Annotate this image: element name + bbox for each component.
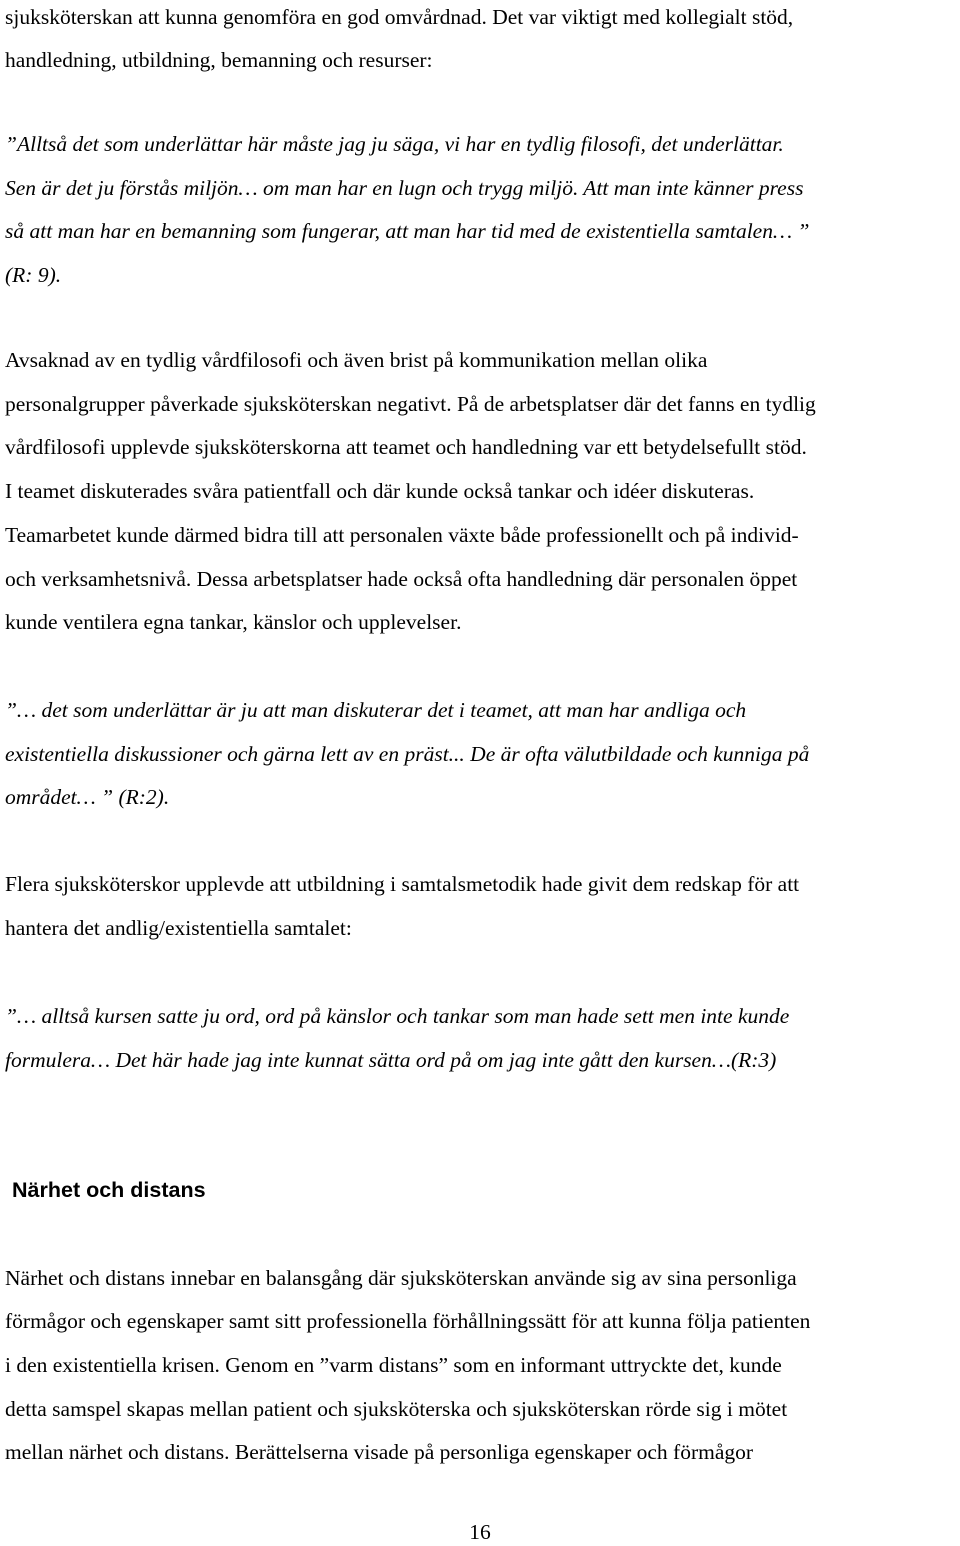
paragraph-2-line-4: I teamet diskuterades svåra patientfall och där kunde också tankar och idéer diskuteras. bbox=[5, 479, 755, 503]
paragraph-2-line-7: kunde ventilera egna tankar, känslor och upplevelser. bbox=[5, 610, 462, 634]
page-number: 16 bbox=[469, 1520, 491, 1544]
paragraph-3-line-2: hantera det andlig/existentiella samtalet: bbox=[5, 916, 352, 940]
paragraph-2-line-6: och verksamhetsnivå. Dessa arbetsplatser hade också ofta handledning där personalen öppet bbox=[5, 567, 798, 591]
paragraph-1-line-2: handledning, utbildning, bemanning och resurser: bbox=[5, 48, 433, 72]
paragraph-2-line-2: personalgrupper påverkade sjuksköterskan negativt. På de arbetsplatser där det fanns en tydlig bbox=[5, 392, 816, 416]
quote-1-line-3: så att man har en bemanning som fungerar, att man har tid med de existentiella samtalen… ” bbox=[5, 219, 810, 243]
paragraph-4-line-4: detta samspel skapas mellan patient och sjuksköterska och sjuksköterskan rörde sig i mötet bbox=[5, 1397, 788, 1421]
paragraph-4-line-3: i den existentiella krisen. Genom en ”varm distans” som en informant uttryckte det, kunde bbox=[5, 1353, 782, 1377]
quote-2-line-2: existentiella diskussioner och gärna lett av en präst... De är ofta välutbildade och kunniga på bbox=[5, 742, 810, 766]
paragraph-4-line-2: förmågor och egenskaper samt sitt professionella förhållningssätt för att kunna följa patienten bbox=[5, 1309, 811, 1333]
paragraph-2-line-5: Teamarbetet kunde därmed bidra till att personalen växte både professionellt och på individ- bbox=[5, 523, 799, 547]
paragraph-2-line-3: vårdfilosofi upplevde sjuksköterskorna att teamet och handledning var ett betydelsefullt stöd. bbox=[5, 435, 807, 459]
section-heading: Närhet och distans bbox=[12, 1178, 206, 1202]
paragraph-4-line-1: Närhet och distans innebar en balansgång där sjuksköterskan använde sig av sina personliga bbox=[5, 1266, 797, 1290]
paragraph-2-line-1: Avsaknad av en tydlig vårdfilosofi och även brist på kommunikation mellan olika bbox=[5, 348, 708, 372]
paragraph-3-line-1: Flera sjuksköterskor upplevde att utbildning i samtalsmetodik hade givit dem redskap för att bbox=[5, 872, 800, 896]
quote-3-line-1: ”… alltså kursen satte ju ord, ord på känslor och tankar som man hade sett men inte kunde bbox=[5, 1004, 790, 1028]
quote-1-line-2: Sen är det ju förstås miljön… om man har en lugn och trygg miljö. Att man inte känner press bbox=[5, 176, 804, 200]
paragraph-1-line-1: sjuksköterskan att kunna genomföra en god omvårdnad. Det var viktigt med kollegialt stöd, bbox=[5, 5, 794, 29]
paragraph-4-line-5: mellan närhet och distans. Berättelserna visade på personliga egenskaper och förmågor bbox=[5, 1440, 754, 1464]
quote-2-line-1: ”… det som underlättar är ju att man diskuterar det i teamet, att man har andliga och bbox=[5, 698, 747, 722]
quote-1-line-1: ”Alltså det som underlättar här måste jag ju säga, vi har en tydlig filosofi, det underlättar. bbox=[5, 132, 784, 156]
quote-3-line-2: formulera… Det här hade jag inte kunnat sätta ord på om jag inte gått den kursen…(R:3) bbox=[5, 1048, 777, 1072]
quote-1-line-4: (R: 9). bbox=[5, 263, 62, 287]
quote-2-line-3: området… ” (R:2). bbox=[5, 785, 170, 809]
